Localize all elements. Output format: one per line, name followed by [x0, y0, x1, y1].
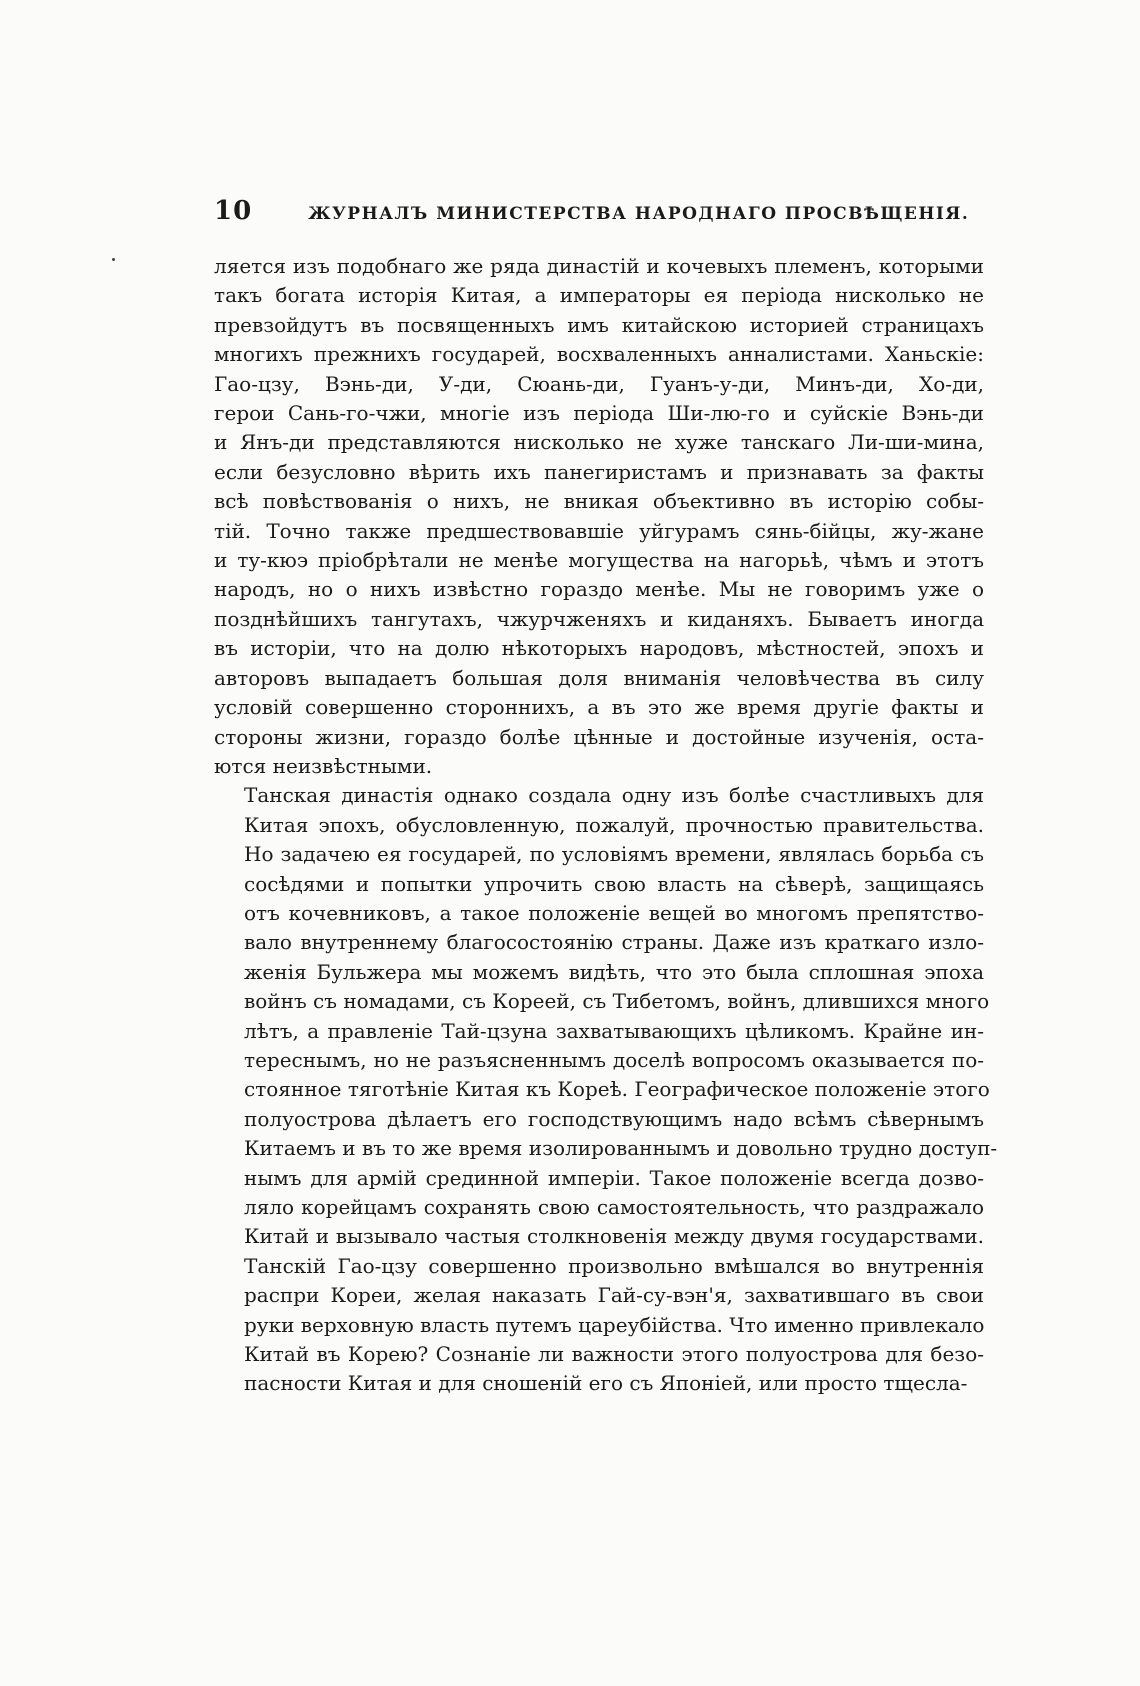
text-line: отъ кочевниковъ, а такое положеніе вещей во многомъ препятство- — [244, 900, 984, 925]
text-line: и ту-кюэ пріобрѣтали не менѣе могущества на нагорьѣ, чѣмъ и этотъ — [214, 548, 984, 573]
running-title: ЖУРНАЛЪ МИНИСТЕРСТВА НАРОДНАГО ПРОСВѢЩЕНІЯ. — [308, 204, 970, 224]
text-line: пасности Китая и для сношеній его съ Японіей, или просто тщесла- — [244, 1371, 968, 1396]
page-number: 10 — [214, 196, 253, 226]
text-line: лѣтъ, а правленіе Тай-цзуна захватывающихъ цѣликомъ. Крайне ин- — [244, 1018, 984, 1043]
text-line: превзойдутъ въ посвященныхъ имъ китайскою историей страницахъ — [214, 312, 984, 337]
paragraph-1 — [214, 252, 984, 781]
text-line: войнъ съ номадами, съ Кореей, съ Тибетомъ, войнъ, длившихся много — [244, 989, 990, 1014]
text-line: ляется изъ подобнаго же ряда династій и кочевыхъ племенъ, которыми — [214, 254, 984, 278]
text-line: распри Кореи, желая наказать Гай-су-вэн'я, захватившаго въ свои — [244, 1283, 984, 1308]
text-line: условій совершенно стороннихъ, а въ это же время другіе факты и — [214, 695, 984, 720]
paragraph-2 — [214, 781, 998, 1399]
text-line: авторовъ выпадаетъ большая доля вниманія человѣчества въ силу — [214, 665, 984, 690]
text-line: вало внутреннему благосостоянію страны. Даже изъ краткаго изло- — [244, 930, 984, 955]
text-line: и Янъ-ди представляются нисколько не хуже танскаго Ли-ши-мина, — [214, 430, 984, 455]
text-line: многихъ прежнихъ государей, восхваленныхъ анналистами. Ханьскіе: — [214, 342, 984, 367]
text-line: въ исторіи, что на долю нѣкоторыхъ народовъ, мѣстностей, эпохъ и — [214, 636, 984, 661]
text-line: такъ богата исторія Китая, а императоры ея періода нисколько не — [214, 283, 984, 308]
text-line: герои Сань-го-чжи, многіе изъ періода Ши-лю-го и суйскіе Вэнь-ди — [214, 401, 984, 426]
text-line: Китай въ Корею? Сознаніе ли важности этого полуострова для безо- — [244, 1342, 984, 1367]
text-line: Но задачею ея государей, по условіямъ времени, являлась борьба съ — [244, 842, 984, 867]
text-line: тій. Точно также предшествовавшіе уйгурамъ сянь-бійцы, жу-жане — [214, 518, 984, 543]
text-line: Танская династія однако создала одну изъ болѣе счастливыхъ для — [244, 783, 984, 808]
text-line: Китая эпохъ, обусловленную, пожалуй, прочностью правительства. — [244, 812, 984, 837]
text-line: тереснымъ, но не разъясненнымъ доселѣ вопросомъ оказывается по- — [244, 1047, 984, 1072]
text-line: всѣ повѣствованія о нихъ, не вникая объективно въ исторію собы- — [214, 489, 984, 514]
text-line: стороны жизни, гораздо болѣе цѣнные и достойные изученія, оста- — [214, 724, 984, 749]
text-line: Танскій Гао-цзу совершенно произвольно вмѣшался во внутреннія — [244, 1253, 984, 1278]
text-line: Китаемъ и въ то же время изолированнымъ и довольно трудно доступ- — [244, 1136, 998, 1161]
text-line: позднѣйшихъ тангутахъ, чжурчженяхъ и киданяхъ. Бываетъ иногда — [214, 606, 984, 631]
text-line: ются неизвѣстными. — [214, 753, 433, 778]
text-line: нымъ для армій срединной имперіи. Такое положеніе всегда дозво- — [244, 1165, 984, 1190]
page-header — [214, 196, 1004, 226]
text-line: ляло корейцамъ сохранять свою самостоятельность, что раздражало — [244, 1195, 984, 1219]
text-line: руки верховную власть путемъ цареубійства. Что именно привлекало — [244, 1312, 985, 1337]
text-line: стоянное тяготѣніе Китая къ Кореѣ. Географическое положеніе этого — [244, 1077, 990, 1102]
text-line: если безусловно вѣрить ихъ панегиристамъ и признавать за факты — [214, 459, 984, 484]
margin-mark — [112, 258, 115, 261]
body-text — [214, 252, 998, 1399]
text-line: народъ, но о нихъ извѣстно гораздо менѣе. Мы не говоримъ уже о — [214, 577, 984, 602]
text-line: Гао-цзу, Вэнь-ди, У-ди, Сюань-ди, Гуанъ-у-ди, Минъ-ди, Хо-ди, — [214, 371, 984, 396]
text-line: полуострова дѣлаетъ его господствующимъ надо всѣмъ сѣвернымъ — [244, 1106, 984, 1131]
text-line: женія Бульжера мы можемъ видѣть, что это была сплошная эпоха — [244, 959, 984, 984]
text-line: сосѣдями и попытки упрочить свою власть на сѣверѣ, защищаясь — [244, 871, 984, 896]
text-line: Китай и вызывало частыя столкновенія между двумя государствами. — [244, 1224, 984, 1249]
